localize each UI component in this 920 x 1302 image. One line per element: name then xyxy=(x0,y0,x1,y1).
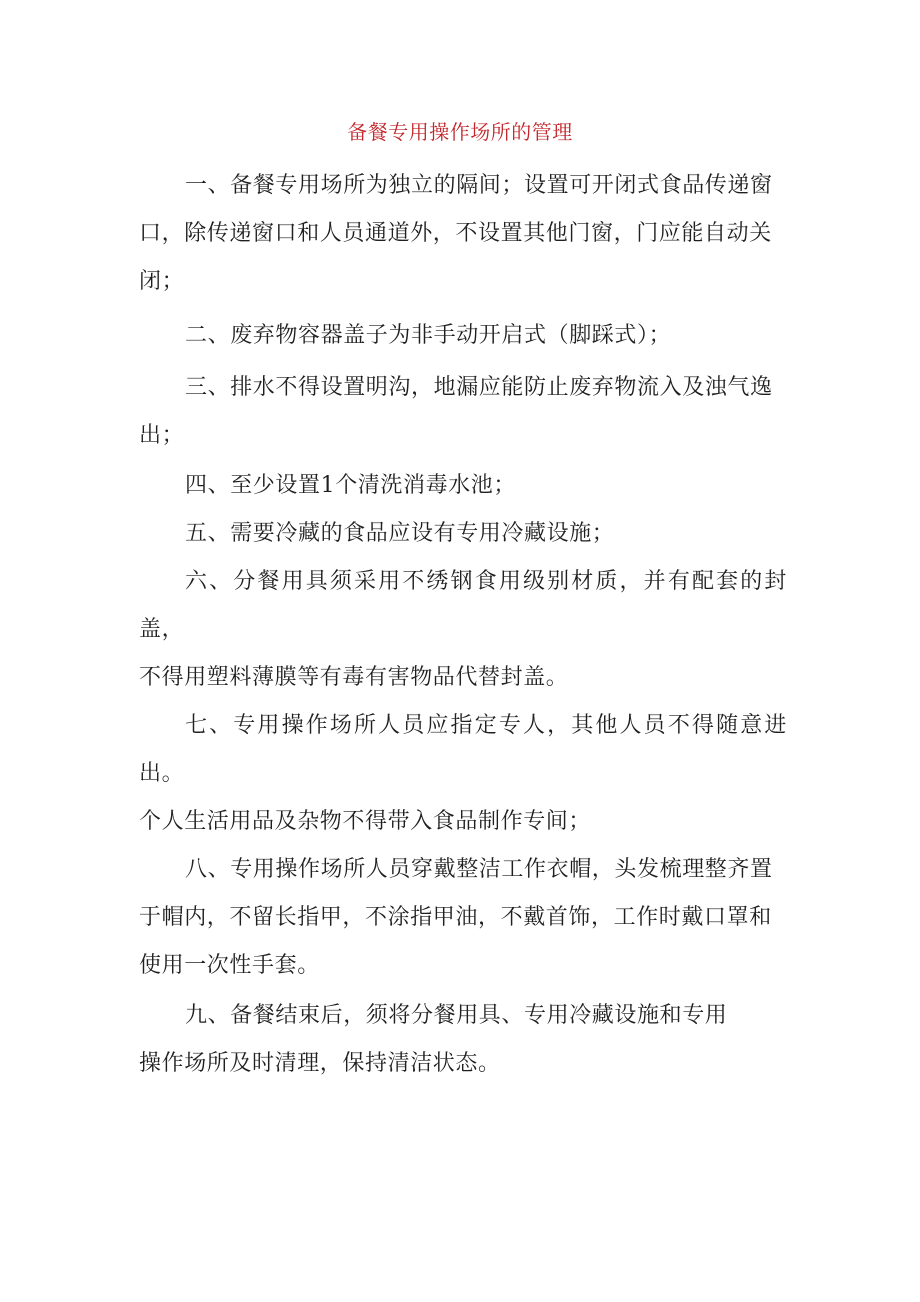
paragraph-line: 不得用塑料薄膜等有毒有害物品代替封盖。 xyxy=(139,665,569,690)
paragraph-4 xyxy=(139,462,787,510)
document-title: 备餐专用操作场所的管理 xyxy=(347,120,573,144)
paragraph-9 xyxy=(139,992,787,1088)
paragraph-line: 三、排水不得设置明沟，地漏应能防止废弃物流入及浊气逸 xyxy=(185,375,773,400)
paragraph-8 xyxy=(139,846,787,990)
paragraph-3 xyxy=(139,364,787,460)
paragraph-7 xyxy=(139,702,787,846)
paragraph-line: 口，除传递窗口和人员通道外，不设置其他门窗，门应能自动关 xyxy=(139,221,772,246)
paragraph-line: 使用一次性手套。 xyxy=(139,953,320,978)
paragraph-line: 出； xyxy=(139,423,185,448)
paragraph-line: 八、专用操作场所人员穿戴整洁工作衣帽，头发梳理整齐置 xyxy=(185,857,773,882)
paragraph-line: 四、至少设置1个清洗消毒水池； xyxy=(185,473,516,498)
paragraph-6 xyxy=(139,558,787,702)
paragraph-line: 七、专用操作场所人员应指定专人，其他人员不得随意进出。 xyxy=(139,713,787,786)
paragraph-1 xyxy=(139,162,787,306)
paragraph-2 xyxy=(139,312,787,360)
paragraph-line: 闭； xyxy=(139,269,185,294)
paragraph-5 xyxy=(139,510,787,558)
document-body xyxy=(139,162,787,1088)
paragraph-line: 操作场所及时清理，保持清洁状态。 xyxy=(139,1051,501,1076)
paragraph-line: 一、备餐专用场所为独立的隔间；设置可开闭式食品传递窗 xyxy=(185,173,773,198)
paragraph-line: 五、需要冷藏的食品应设有专用冷藏设施； xyxy=(185,521,615,546)
paragraph-line: 九、备餐结束后，须将分餐用具、专用冷藏设施和专用 xyxy=(185,1003,728,1028)
paragraph-line: 于帽内，不留长指甲，不涂指甲油，不戴首饰，工作时戴口罩和 xyxy=(139,905,772,930)
paragraph-line: 二、废弃物容器盖子为非手动开启式（脚踩式）； xyxy=(185,323,672,348)
paragraph-line: 六、分餐用具须采用不绣钢食用级别材质，并有配套的封盖， xyxy=(139,569,787,642)
paragraph-line: 个人生活用品及杂物不得带入食品制作专间； xyxy=(139,809,592,834)
